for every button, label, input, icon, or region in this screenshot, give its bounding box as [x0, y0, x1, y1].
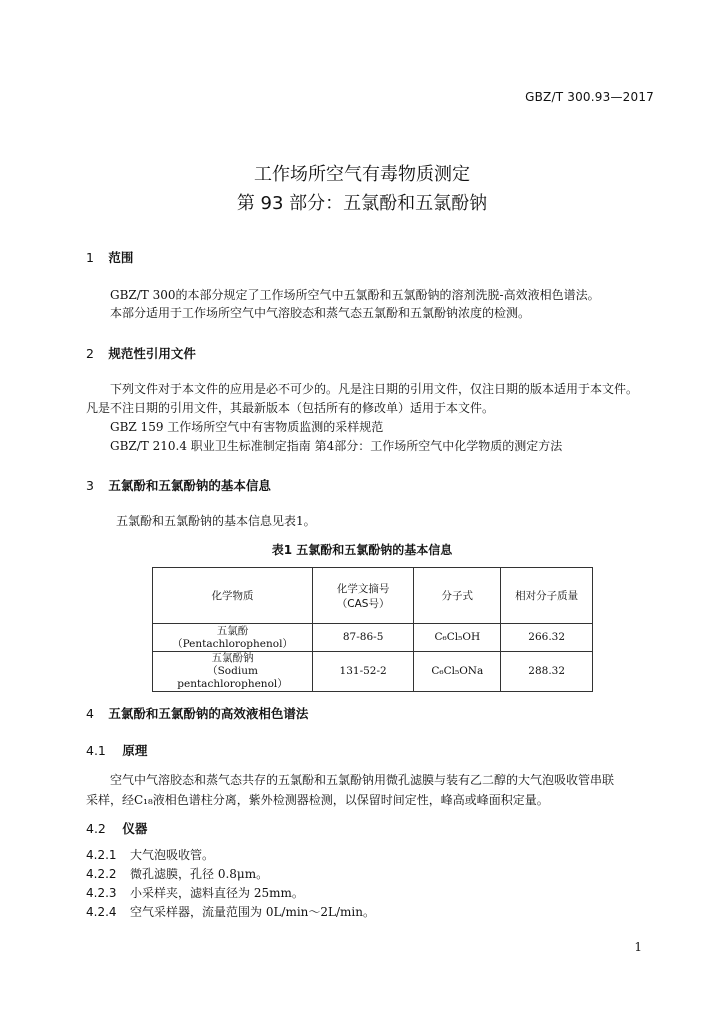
paragraph: 采样，经C₁₈液相色谱柱分离，紫外检测器检测，以保留时间定性，峰高或峰面积定量。 [86, 793, 549, 807]
table-cell [153, 624, 313, 652]
section-title: 原理 [122, 743, 148, 758]
paragraph: 五氯酚和五氯酚钠的基本信息见表1。 [116, 514, 316, 528]
item-number: 4.2.3 [86, 886, 117, 900]
table-row [153, 652, 593, 692]
table-cell: 266.32 [501, 624, 593, 652]
table-cell: 131-52-2 [313, 652, 414, 692]
paragraph: 凡是不注日期的引用文件，其最新版本（包括所有的修改单）适用于本文件。 [86, 401, 495, 415]
section-1-heading [86, 248, 133, 266]
subsection-4-2-heading [86, 819, 147, 837]
table-cell: 87-86-5 [313, 624, 414, 652]
section-number: 1 [86, 250, 94, 265]
table-cell: C₆Cl₅OH [414, 624, 501, 652]
section-title: 范围 [108, 250, 134, 265]
list-item [86, 846, 214, 863]
item-text: 大气泡吸收管。 [130, 848, 215, 862]
standard-code-header: GBZ/T 300.93—2017 [525, 90, 654, 104]
section-title: 规范性引用文件 [108, 346, 196, 361]
table-header-row [153, 568, 593, 624]
chemical-name-en: （Sodium pentachlorophenol） [177, 665, 288, 690]
column-header: 相对分子质量 [501, 568, 593, 624]
reference-item: GBZ/T 210.4 职业卫生标准制定指南 第4部分：工作场所空气中化学物质的测定方法 [110, 439, 563, 453]
section-number: 4 [86, 706, 94, 721]
chemical-name-en: （Pentachlorophenol） [172, 637, 293, 650]
section-title: 五氯酚和五氯酚钠的基本信息 [108, 478, 271, 493]
section-number: 3 [86, 478, 94, 493]
table-row [153, 624, 593, 652]
section-4-heading [86, 704, 308, 722]
item-text: 空气采样器，流量范围为 0L/min～2L/min。 [130, 905, 375, 919]
document-subtitle: 第 93 部分：五氯酚和五氯酚钠 [236, 193, 488, 214]
item-number: 4.2.4 [86, 905, 117, 919]
page-number: 1 [634, 940, 642, 954]
paragraph: 下列文件对于本文件的应用是必不可少的。凡是注日期的引用文件，仅注日期的版本适用于本文件。 [110, 382, 639, 396]
chemical-name: 五氯酚钠 [211, 652, 254, 664]
list-item [86, 865, 268, 882]
table-cell [153, 652, 313, 692]
item-number: 4.2.1 [86, 848, 117, 862]
column-header [313, 568, 414, 624]
section-number: 4.2 [86, 821, 106, 836]
list-item [86, 884, 304, 901]
column-header-line: （CAS号） [336, 597, 390, 610]
document-title: 工作场所空气有毒物质测定 [254, 164, 470, 185]
basic-info-table [152, 567, 593, 692]
section-2-heading [86, 344, 196, 362]
table-caption: 表1 五氯酚和五氯酚钠的基本信息 [271, 543, 453, 557]
paragraph: 本部分适用于工作场所空气中气溶胶态和蒸气态五氯酚和五氯酚钠浓度的检测。 [110, 306, 531, 320]
list-item [86, 903, 375, 920]
item-number: 4.2.2 [86, 867, 117, 881]
chemical-name: 五氯酚 [216, 624, 249, 637]
section-number: 4.1 [86, 743, 106, 758]
section-title: 仪器 [122, 821, 148, 836]
item-text: 小采样夹，滤料直径为 25mm。 [130, 886, 304, 900]
item-text: 微孔滤膜，孔径 0.8μm。 [130, 867, 269, 881]
column-header-line: 化学文摘号 [336, 582, 390, 595]
column-header: 化学物质 [153, 568, 313, 624]
table-cell: C₆Cl₅ONa [414, 652, 501, 692]
column-header: 分子式 [414, 568, 501, 624]
paragraph: 空气中气溶胶态和蒸气态共存的五氯酚和五氯酚钠用微孔滤膜与装有乙二醇的大气泡吸收管串联 [110, 773, 615, 787]
table-cell: 288.32 [501, 652, 593, 692]
reference-item: GBZ 159 工作场所空气中有害物质监测的采样规范 [110, 420, 384, 434]
paragraph: GBZ/T 300的本部分规定了工作场所空气中五氯酚和五氯酚钠的溶剂洗脱-高效液相色谱法。 [110, 288, 600, 302]
section-3-heading [86, 476, 271, 494]
section-title: 五氯酚和五氯酚钠的高效液相色谱法 [108, 706, 309, 721]
section-number: 2 [86, 346, 94, 361]
subsection-4-1-heading [86, 741, 147, 759]
